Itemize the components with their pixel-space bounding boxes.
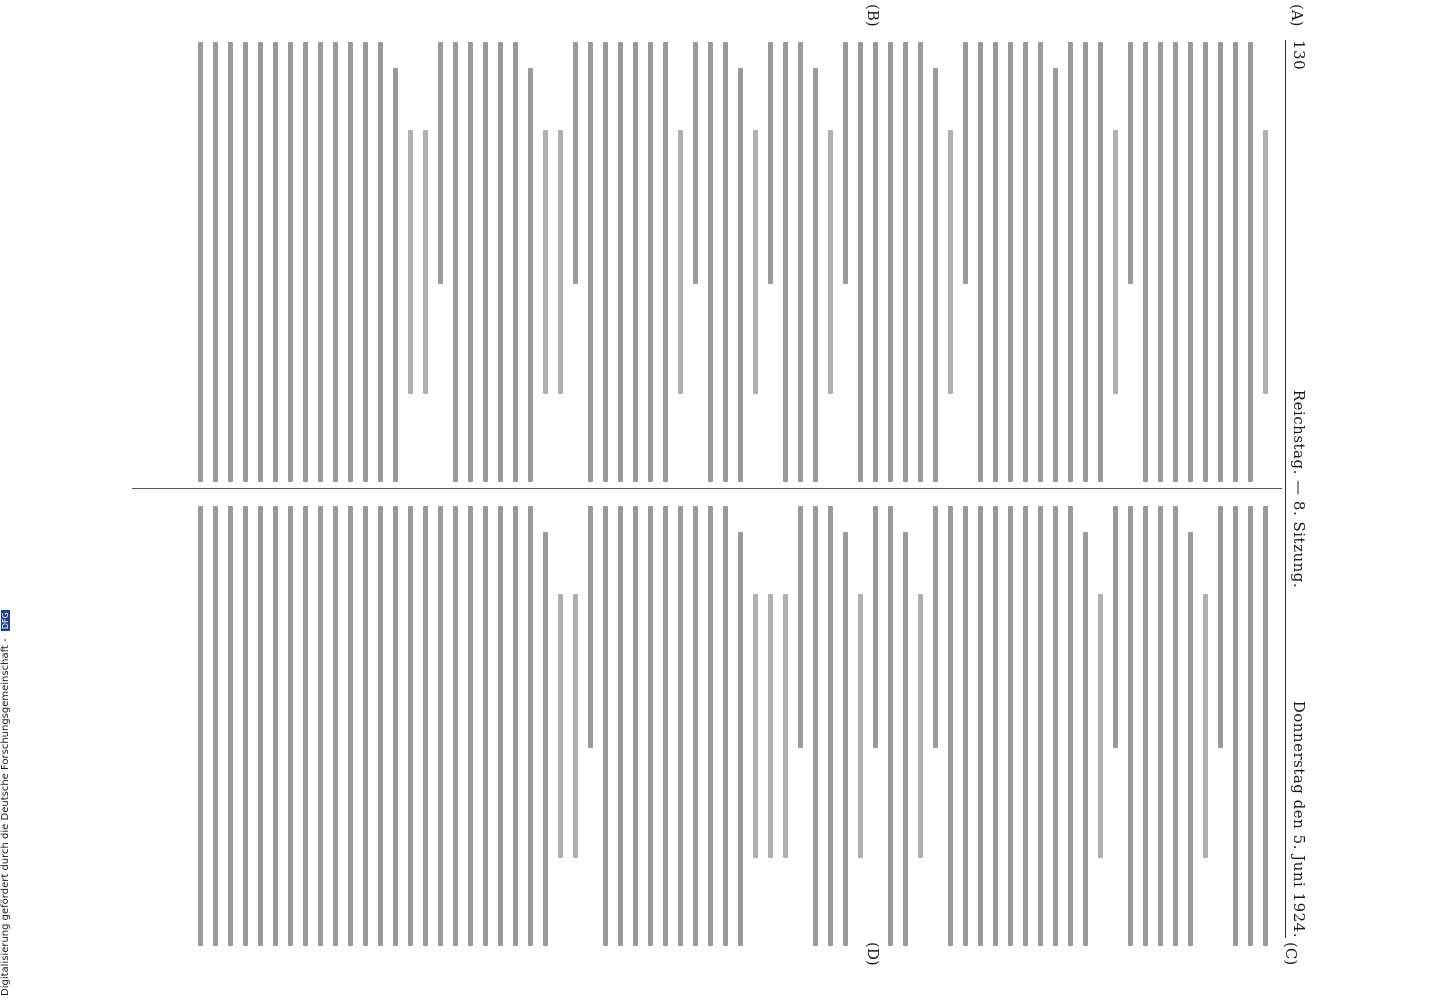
- text-line-placeholder: [978, 42, 983, 482]
- text-line-placeholder: [933, 68, 938, 482]
- text-line-placeholder: [1188, 532, 1193, 946]
- text-line-placeholder: [498, 506, 503, 946]
- text-line-placeholder: [798, 506, 803, 748]
- text-line-placeholder: [1128, 42, 1133, 284]
- text-line-placeholder: [1008, 42, 1013, 482]
- text-line-placeholder: [858, 594, 863, 858]
- text-line-placeholder: [693, 506, 698, 946]
- text-line-placeholder: [1113, 130, 1118, 394]
- text-line-placeholder: [1083, 532, 1088, 946]
- text-line-placeholder: [453, 506, 458, 946]
- text-line-placeholder: [498, 42, 503, 482]
- text-line-placeholder: [903, 42, 908, 482]
- text-line-placeholder: [618, 506, 623, 946]
- text-line-placeholder: [873, 42, 878, 482]
- text-line-placeholder: [363, 42, 368, 482]
- text-line-placeholder: [948, 130, 953, 394]
- text-line-placeholder: [1098, 594, 1103, 858]
- text-line-placeholder: [543, 130, 548, 394]
- page-header: [1288, 40, 1308, 938]
- text-line-placeholder: [1158, 42, 1163, 482]
- text-line-placeholder: [663, 506, 668, 946]
- text-line-placeholder: [468, 42, 473, 482]
- text-line-placeholder: [1113, 506, 1118, 748]
- text-line-placeholder: [768, 42, 773, 284]
- text-line-placeholder: [453, 42, 458, 482]
- text-line-placeholder: [528, 506, 533, 946]
- text-line-placeholder: [1068, 506, 1073, 946]
- text-line-placeholder: [228, 42, 233, 482]
- text-line-placeholder: [708, 42, 713, 482]
- text-line-placeholder: [573, 42, 578, 284]
- text-line-placeholder: [1248, 42, 1253, 482]
- text-line-placeholder: [843, 532, 848, 946]
- text-line-placeholder: [1248, 506, 1253, 946]
- text-line-placeholder: [273, 506, 278, 946]
- digitization-note: [0, 0, 20, 996]
- text-line-placeholder: [558, 594, 563, 858]
- text-line-placeholder: [993, 506, 998, 946]
- text-line-placeholder: [768, 594, 773, 858]
- text-line-placeholder: [303, 42, 308, 482]
- text-line-placeholder: [198, 42, 203, 482]
- text-line-placeholder: [408, 506, 413, 946]
- text-line-placeholder: [1083, 42, 1088, 482]
- text-line-placeholder: [348, 42, 353, 482]
- text-column-right: [138, 506, 1278, 946]
- text-line-placeholder: [1098, 42, 1103, 482]
- text-line-placeholder: [723, 42, 728, 482]
- text-line-placeholder: [978, 506, 983, 946]
- text-line-placeholder: [783, 594, 788, 858]
- session-date: Donnerstag den 5. Juni 1924.: [1290, 700, 1308, 938]
- text-line-placeholder: [363, 506, 368, 946]
- text-line-placeholder: [513, 42, 518, 482]
- text-line-placeholder: [1053, 506, 1058, 946]
- text-line-placeholder: [648, 506, 653, 946]
- text-line-placeholder: [528, 68, 533, 482]
- text-line-placeholder: [963, 42, 968, 284]
- text-line-placeholder: [1143, 42, 1148, 482]
- text-line-placeholder: [318, 506, 323, 946]
- text-line-placeholder: [1263, 506, 1268, 946]
- text-line-placeholder: [1188, 42, 1193, 482]
- text-line-placeholder: [408, 130, 413, 394]
- text-line-placeholder: [1143, 506, 1148, 946]
- text-line-placeholder: [1068, 42, 1073, 482]
- margin-marker-a: (A): [1288, 4, 1306, 27]
- text-line-placeholder: [738, 68, 743, 482]
- text-line-placeholder: [633, 506, 638, 946]
- text-line-placeholder: [1008, 506, 1013, 946]
- text-line-placeholder: [963, 506, 968, 946]
- text-line-placeholder: [258, 506, 263, 946]
- text-line-placeholder: [1128, 506, 1133, 946]
- text-line-placeholder: [1173, 42, 1178, 482]
- text-line-placeholder: [633, 42, 638, 482]
- text-line-placeholder: [438, 42, 443, 284]
- text-line-placeholder: [1023, 506, 1028, 946]
- text-line-placeholder: [573, 594, 578, 858]
- text-column-left: [138, 42, 1278, 482]
- text-line-placeholder: [873, 506, 878, 748]
- text-line-placeholder: [1263, 130, 1268, 394]
- text-line-placeholder: [243, 506, 248, 946]
- text-line-placeholder: [843, 42, 848, 284]
- text-line-placeholder: [858, 42, 863, 482]
- text-line-placeholder: [438, 506, 443, 946]
- text-line-placeholder: [1218, 506, 1223, 748]
- text-line-placeholder: [828, 130, 833, 394]
- text-line-placeholder: [468, 506, 473, 946]
- header-divider: [1285, 40, 1286, 938]
- page-number: 130: [1290, 40, 1308, 71]
- text-line-placeholder: [678, 130, 683, 394]
- text-line-placeholder: [588, 506, 593, 748]
- text-line-placeholder: [828, 506, 833, 946]
- text-line-placeholder: [993, 42, 998, 482]
- text-line-placeholder: [618, 42, 623, 482]
- text-line-placeholder: [423, 130, 428, 394]
- text-line-placeholder: [1233, 506, 1238, 946]
- dfg-badge: DFG: [1, 612, 10, 630]
- text-line-placeholder: [198, 506, 203, 946]
- text-line-placeholder: [708, 506, 713, 946]
- text-line-placeholder: [318, 42, 323, 482]
- text-line-placeholder: [213, 506, 218, 946]
- text-line-placeholder: [813, 68, 818, 482]
- text-line-placeholder: [648, 42, 653, 482]
- text-line-placeholder: [933, 506, 938, 748]
- text-line-placeholder: [1158, 506, 1163, 946]
- margin-marker-b: (B): [864, 4, 882, 27]
- text-line-placeholder: [603, 42, 608, 482]
- text-line-placeholder: [258, 42, 263, 482]
- margin-marker-d: (D): [864, 942, 882, 966]
- text-line-placeholder: [663, 42, 668, 482]
- text-line-placeholder: [1203, 594, 1208, 858]
- text-line-placeholder: [558, 130, 563, 394]
- text-line-placeholder: [918, 42, 923, 482]
- text-line-placeholder: [588, 42, 593, 482]
- text-line-placeholder: [918, 594, 923, 858]
- text-line-placeholder: [243, 42, 248, 482]
- text-line-placeholder: [1233, 42, 1238, 482]
- text-line-placeholder: [903, 532, 908, 946]
- text-line-placeholder: [213, 42, 218, 482]
- text-line-placeholder: [288, 42, 293, 482]
- text-line-placeholder: [303, 506, 308, 946]
- text-line-placeholder: [273, 42, 278, 482]
- text-line-placeholder: [753, 594, 758, 858]
- text-line-placeholder: [348, 506, 353, 946]
- text-line-placeholder: [948, 506, 953, 946]
- text-line-placeholder: [1173, 506, 1178, 946]
- text-line-placeholder: [333, 506, 338, 946]
- text-line-placeholder: [678, 506, 683, 946]
- text-line-placeholder: [378, 506, 383, 946]
- text-line-placeholder: [378, 42, 383, 482]
- text-line-placeholder: [393, 506, 398, 946]
- text-line-placeholder: [798, 42, 803, 482]
- text-line-placeholder: [693, 42, 698, 284]
- column-divider: [132, 488, 1282, 489]
- text-line-placeholder: [513, 506, 518, 946]
- text-line-placeholder: [228, 506, 233, 946]
- margin-marker-c: (C): [1282, 942, 1300, 966]
- text-line-placeholder: [1038, 42, 1043, 482]
- text-line-placeholder: [1038, 506, 1043, 946]
- digitization-text: Digitalisierung gefördert durch die Deutsche Forschungsgemeinschaft -: [0, 638, 11, 996]
- text-line-placeholder: [1023, 42, 1028, 482]
- text-line-placeholder: [393, 68, 398, 482]
- text-line-placeholder: [738, 532, 743, 946]
- text-line-placeholder: [483, 506, 488, 946]
- text-line-placeholder: [888, 506, 893, 946]
- text-line-placeholder: [813, 506, 818, 946]
- text-line-placeholder: [1053, 68, 1058, 482]
- text-line-placeholder: [783, 42, 788, 482]
- text-line-placeholder: [1218, 42, 1223, 482]
- text-line-placeholder: [723, 506, 728, 946]
- text-line-placeholder: [1203, 42, 1208, 482]
- text-line-placeholder: [753, 130, 758, 394]
- text-line-placeholder: [288, 506, 293, 946]
- text-line-placeholder: [423, 506, 428, 946]
- text-line-placeholder: [333, 42, 338, 482]
- text-line-placeholder: [483, 42, 488, 482]
- text-line-placeholder: [888, 42, 893, 482]
- text-line-placeholder: [543, 532, 548, 946]
- page-title: Reichstag. — 8. Sitzung.: [1290, 389, 1308, 589]
- text-line-placeholder: [603, 506, 608, 946]
